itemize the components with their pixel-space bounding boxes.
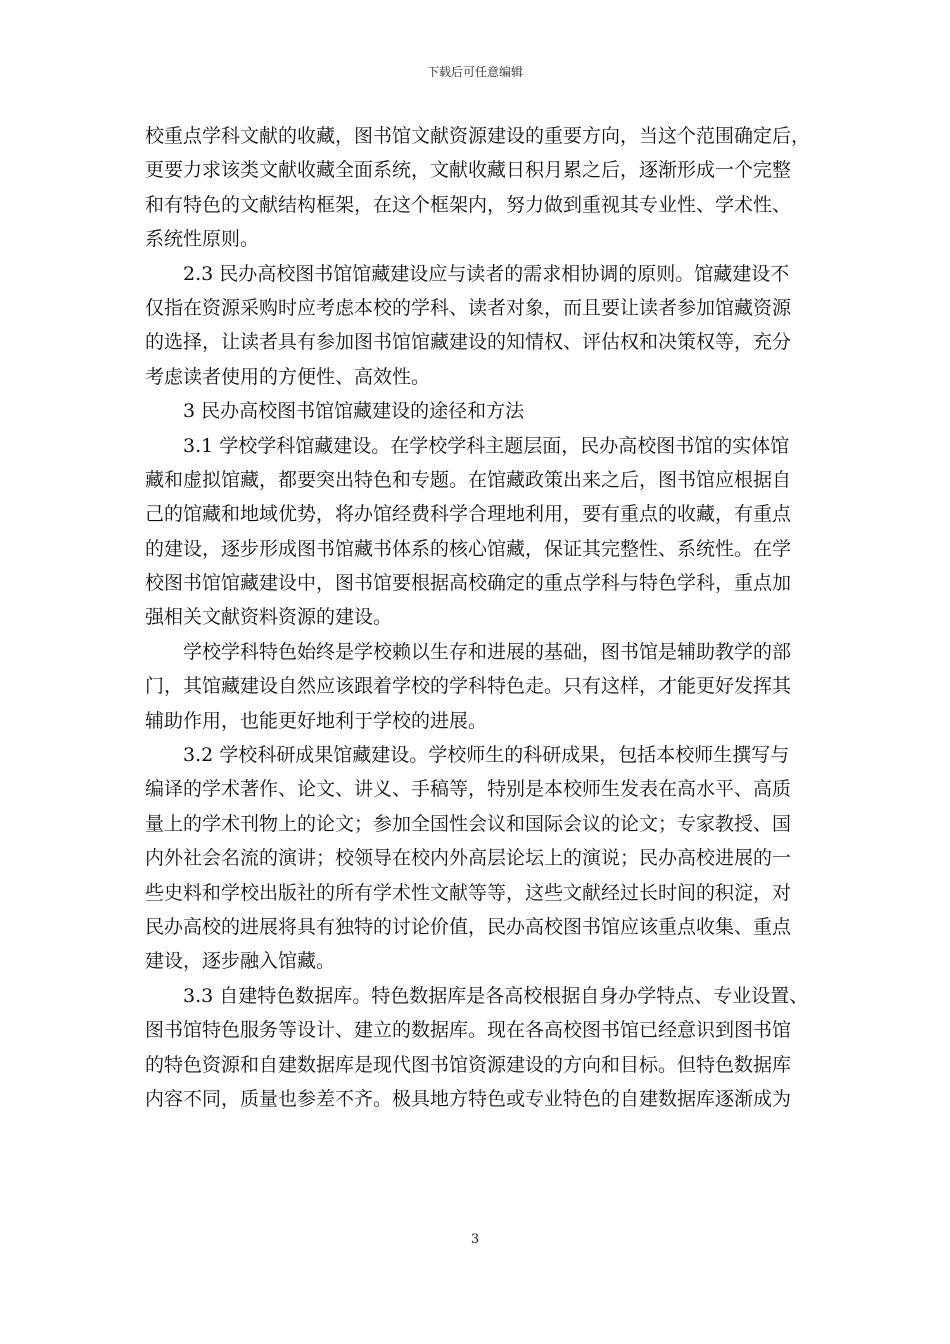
text-line: 的选择，让读者具有参加图书馆馆藏建设的知情权、评估权和决策权等，充分: [145, 331, 792, 354]
text-line: 己的馆藏和地域优势，将办馆经费科学合理地利用，要有重点的收藏，有重点: [145, 503, 792, 526]
text-line: 更要力求该类文献收藏全面系统，文献收藏日积月累之后，逐渐形成一个完整: [145, 159, 792, 182]
text-line: 3 民办高校图书馆馆藏建设的途径和方法: [183, 400, 525, 423]
text-line: 内外社会名流的演讲；校领导在校内外高层论坛上的演说；民办高校进展的一: [145, 847, 792, 870]
text-line: 门，其馆藏建设自然应该跟着学校的学科特色走。只有这样，才能更好发挥其: [145, 675, 792, 698]
section-heading-3: [145, 394, 825, 428]
text-line: 辅助作用，也能更好地利于学校的进展。: [145, 709, 488, 732]
text-line: 2.3 民办高校图书馆馆藏建设应与读者的需求相协调的原则。馆藏建设不: [183, 262, 790, 285]
text-line: 藏和虚拟馆藏，都要突出特色和专题。在馆藏政策出来之后，图书馆应根据自: [145, 468, 792, 491]
text-line: 强相关文献资料资源的建设。: [145, 606, 393, 629]
text-line: 3.3 自建特色数据库。特色数据库是各高校根据自身办学特点、专业设置、: [183, 984, 809, 1007]
text-line: 的建设，逐步形成图书馆藏书体系的核心馆藏，保证其完整性、系统性。在学: [145, 537, 792, 560]
paragraph-section-3-2: [145, 738, 825, 979]
text-line: 的特色资源和自建数据库是现代图书馆资源建设的方向和目标。但特色数据库: [145, 1053, 792, 1076]
text-line: 考虑读者使用的方便性、高效性。: [145, 365, 431, 388]
text-line: 3.1 学校学科馆藏建设。在学校学科主题层面，民办高校图书馆的实体馆: [183, 434, 790, 457]
text-line: 建设，逐步融入馆藏。: [145, 950, 336, 973]
text-line: 量上的学术刊物上的论文；参加全国性会议和国际会议的论文；专家教授、国: [145, 812, 792, 835]
paragraph-discipline-features: [145, 635, 825, 738]
text-line: 校图书馆馆藏建设中，图书馆要根据高校确定的重点学科与特色学科，重点加: [145, 572, 792, 595]
paragraph-section-3-1: [145, 429, 825, 635]
page-number: 3: [470, 1232, 480, 1247]
text-line: 和有特色的文献结构框架，在这个框架内，努力做到重视其专业性、学术性、: [145, 193, 792, 216]
page-header: 下载后可任意编辑: [426, 65, 523, 79]
paragraph-section-3-3: [145, 979, 825, 1117]
text-line: 3.2 学校科研成果馆藏建设。学校师生的科研成果，包括本校师生撰写与: [183, 744, 790, 767]
text-line: 编译的学术著作、论文、讲义、手稿等，特别是本校师生发表在高水平、高质: [145, 778, 792, 801]
text-line: 些史料和学校出版社的所有学术性文献等等，这些文献经过长时间的积淀，对: [145, 881, 792, 904]
text-line: 内容不同，质量也参差不齐。极具地方特色或专业特色的自建数据库逐渐成为: [145, 1087, 792, 1110]
text-line: 仅指在资源采购时应考虑本校的学科、读者对象，而且要让读者参加馆藏资源: [145, 296, 792, 319]
text-line: 校重点学科文献的收藏，图书馆文献资源建设的重要方向，当这个范围确定后，: [145, 125, 811, 147]
paragraph-continuation: [145, 119, 825, 257]
text-line: 民办高校的进展将具有独特的讨论价值，民办高校图书馆应该重点收集、重点: [145, 915, 792, 938]
text-line: 学校学科特色始终是学校赖以生存和进展的基础，图书馆是辅助教学的部: [183, 640, 792, 663]
text-line: 系统性原则。: [145, 228, 260, 251]
paragraph-section-2-3: [145, 257, 825, 395]
document-body: [145, 119, 825, 1116]
text-line: 图书馆特色服务等设计、建立的数据库。现在各高校图书馆已经意识到图书馆: [145, 1019, 792, 1042]
